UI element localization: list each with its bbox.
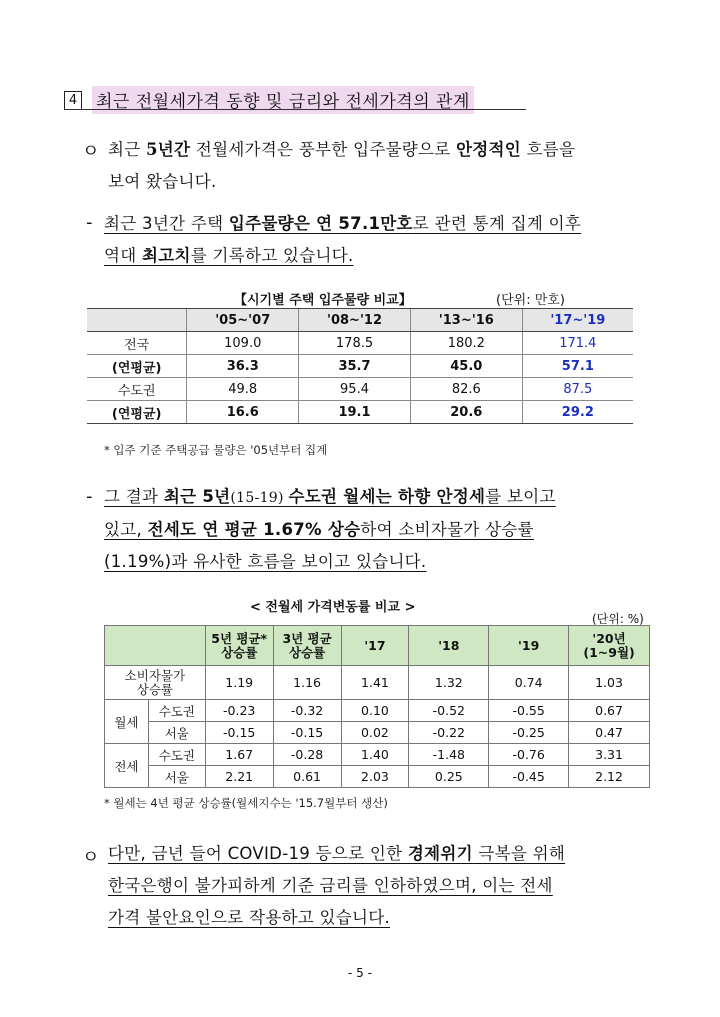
paragraph-4-line-2: 한국은행이 불가피하게 기준 금리를 인하하였으며, 이는 전세 (108, 876, 553, 895)
table-row: 수도권 49.8 95.4 82.6 87.5 (87, 378, 633, 401)
table-1-footnote: * 입주 기준 주택공급 물량은 '05년부터 집계 (104, 443, 328, 457)
paragraph-4-line-1: 다만, 금년 들어 COVID-19 등으로 인한 경제위기 극복을 위해 (108, 844, 566, 863)
paragraph-1-line-1: 최근 5년간 전월세가격은 풍부한 입주물량으로 안정적인 흐름을 (108, 140, 576, 159)
table-row: 서울 -0.15 -0.15 0.02 -0.22 -0.25 0.47 (105, 722, 650, 744)
bullet-circle: ㅇ (82, 847, 100, 868)
housing-supply-table (87, 308, 633, 424)
table-2-footnote: * 월세는 4년 평균 상승률(월세지수는 '15.7월부터 생산) (104, 796, 388, 810)
paragraph-3 (104, 481, 664, 578)
paragraph-2 (104, 208, 664, 272)
bullet-dash: - (86, 212, 93, 233)
paragraph-3-line-1: 그 결과 최근 5년(15-19) 수도권 월세는 하향 안정세를 보이고 (104, 487, 556, 506)
paragraph-3-line-2: 있고, 전세도 연 평균 1.67% 상승하여 소비자물가 상승률 (104, 520, 534, 539)
table-row: (연평균) 16.6 19.1 20.6 29.2 (87, 401, 633, 424)
bullet-circle: ㅇ (82, 141, 100, 162)
section-title: 최근 전월세가격 동향 및 금리와 전세가격의 관계 (92, 86, 474, 114)
title-underline (64, 109, 526, 110)
table-1-caption: 【시기별 주택 입주물량 비교】 (234, 293, 412, 308)
paragraph-4 (108, 838, 668, 934)
paragraph-2-line-1: 최근 3년간 주택 입주물량은 연 57.1만호로 관련 통계 집계 이후 (104, 214, 582, 233)
rent-price-change-table (104, 625, 650, 788)
page-number: - 5 - (348, 966, 372, 980)
paragraph-4-line-3: 가격 불안요인으로 작용하고 있습니다. (108, 908, 391, 927)
paragraph-2-line-2: 역대 최고치를 기록하고 있습니다. (104, 246, 354, 265)
table-row: 전국 109.0 178.5 180.2 171.4 (87, 332, 633, 355)
table-header-row: 5년 평균* 상승률 3년 평균 상승률 '17 '18 '19 '20년 (1~9월) (105, 626, 650, 666)
section-number: 4 (64, 91, 82, 110)
table-row: 월세 수도권 -0.23 -0.32 0.10 -0.52 -0.55 0.67 (105, 700, 650, 722)
table-row: (연평균) 36.3 35.7 45.0 57.1 (87, 355, 633, 378)
table-1-unit: (단위: 만호) (496, 293, 565, 308)
paragraph-1-line-2: 보여 왔습니다. (108, 172, 217, 191)
table-row: 전세 수도권 1.67 -0.28 1.40 -1.48 -0.76 3.31 (105, 744, 650, 766)
table-row: 서울 2.21 0.61 2.03 0.25 -0.45 2.12 (105, 766, 650, 788)
table-2-caption: < 전월세 가격변동률 비교 > (250, 600, 416, 615)
table-header-row: '05~'07 '08~'12 '13~'16 '17~'19 (87, 309, 633, 332)
paragraph-3-line-3: (1.19%)과 유사한 흐름을 보이고 있습니다. (104, 552, 427, 571)
table-row: 소비자물가 상승률 1.19 1.16 1.41 1.32 0.74 1.03 (105, 666, 650, 700)
paragraph-1 (108, 134, 668, 198)
table-2-unit: (단위: %) (592, 612, 644, 626)
bullet-dash: - (86, 486, 93, 507)
